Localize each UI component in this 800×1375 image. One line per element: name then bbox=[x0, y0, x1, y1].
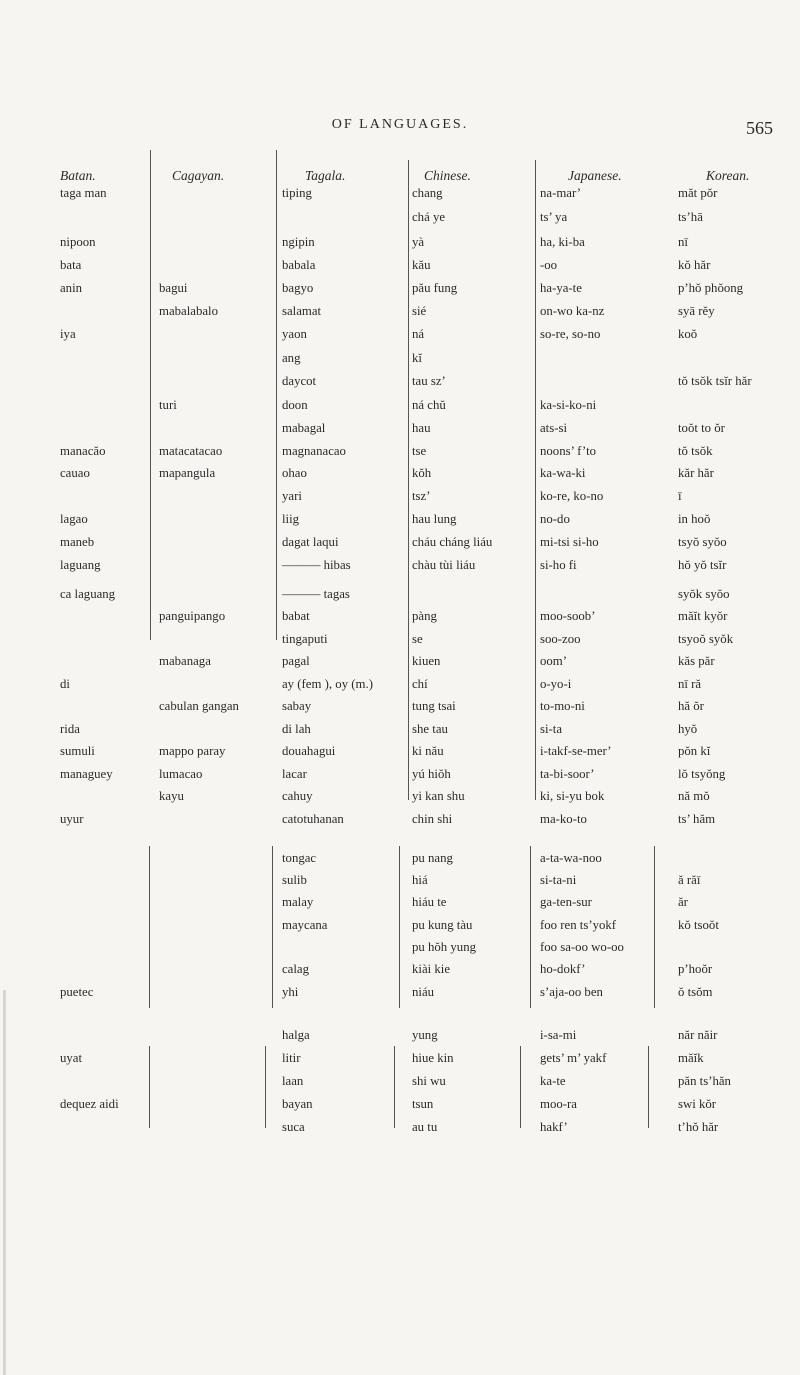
column-rule bbox=[150, 150, 151, 640]
table-cell: tiping bbox=[282, 186, 312, 200]
page-binding-edge bbox=[3, 990, 6, 1375]
table-cell: babat bbox=[282, 609, 310, 623]
table-cell: foo sa-oo wo-oo bbox=[540, 940, 624, 954]
table-cell: tongac bbox=[282, 851, 317, 865]
table-cell: ts’ ya bbox=[540, 210, 568, 224]
table-cell: catotuhanan bbox=[282, 812, 344, 826]
table-cell: p’hoŏr bbox=[678, 962, 713, 976]
table-cell: ha-ya-te bbox=[540, 281, 582, 295]
table-cell: ——— hibas bbox=[282, 558, 351, 572]
table-cell: ho-dokf’ bbox=[540, 962, 586, 976]
table-cell: chàu tùi liáu bbox=[412, 558, 476, 572]
table-cell: pu kung tàu bbox=[412, 918, 473, 932]
table-cell: liig bbox=[282, 512, 300, 526]
table-cell: anin bbox=[60, 281, 83, 295]
table-cell: ha, ki-ba bbox=[540, 235, 585, 249]
table-cell: kăr hăr bbox=[678, 466, 714, 480]
table-cell: douahagui bbox=[282, 744, 336, 758]
table-cell: ná chŭ bbox=[412, 398, 446, 412]
table-cell: yà bbox=[412, 235, 425, 249]
table-cell: salamat bbox=[282, 304, 322, 318]
column-header-cagayan: Cagayan. bbox=[172, 168, 225, 183]
table-cell: au tu bbox=[412, 1120, 438, 1134]
column-rule bbox=[399, 846, 400, 1008]
table-cell: s’aja-oo ben bbox=[540, 985, 603, 999]
table-cell: ang bbox=[282, 351, 301, 365]
table-cell: manacăo bbox=[60, 444, 106, 458]
column-rule bbox=[276, 150, 277, 640]
table-cell: doon bbox=[282, 398, 308, 412]
table-cell: a-ta-wa-noo bbox=[540, 851, 602, 865]
table-cell: măt pŏr bbox=[678, 186, 718, 200]
table-cell: nipoon bbox=[60, 235, 96, 249]
table-cell: ats-si bbox=[540, 421, 568, 435]
table-cell: lŏ tsyŏng bbox=[678, 767, 726, 781]
column-rule bbox=[149, 846, 150, 1008]
table-cell: yú hiŏh bbox=[412, 767, 451, 781]
table-cell: dequez aidi bbox=[60, 1097, 119, 1111]
table-cell: ná bbox=[412, 327, 425, 341]
table-cell: ŏ tsŏm bbox=[678, 985, 713, 999]
table-cell: cauao bbox=[60, 466, 90, 480]
table-cell: pagal bbox=[282, 654, 310, 668]
table-cell: turi bbox=[159, 398, 177, 412]
table-cell: gets’ m’ yakf bbox=[540, 1051, 607, 1065]
table-cell: taga man bbox=[60, 186, 107, 200]
table-cell: hă ŏr bbox=[678, 699, 704, 713]
table-cell: ay (fem ), oy (m.) bbox=[282, 677, 373, 691]
table-cell: ts’hā bbox=[678, 210, 703, 224]
table-cell: ka-si-ko-ni bbox=[540, 398, 597, 412]
table-cell: soo-zoo bbox=[540, 632, 581, 646]
column-rule bbox=[648, 1046, 649, 1128]
table-cell: nī bbox=[678, 235, 688, 249]
table-cell: shi wu bbox=[412, 1074, 446, 1088]
table-cell: tsyoŏ syŏk bbox=[678, 632, 734, 646]
table-cell: panguipango bbox=[159, 609, 226, 623]
column-header-korean: Korean. bbox=[706, 168, 750, 183]
table-cell: di lah bbox=[282, 722, 311, 736]
table-cell: matacatacao bbox=[159, 444, 223, 458]
table-cell: -oo bbox=[540, 258, 558, 272]
column-rule bbox=[408, 160, 409, 800]
table-cell: tau sz’ bbox=[412, 374, 446, 388]
column-header-chinese: Chinese. bbox=[424, 168, 471, 183]
running-title: OF LANGUAGES. bbox=[331, 117, 469, 132]
column-rule bbox=[394, 1046, 395, 1128]
table-cell: hiue kin bbox=[412, 1051, 454, 1065]
table-cell: yhi bbox=[282, 985, 299, 999]
table-cell: koŏ bbox=[678, 327, 698, 341]
table-cell: foo ren ts’yokf bbox=[540, 918, 617, 932]
table-cell: chí bbox=[412, 677, 428, 691]
table-cell: kayu bbox=[159, 789, 184, 803]
table-cell: no-do bbox=[540, 512, 570, 526]
table-cell: rida bbox=[60, 722, 80, 736]
table-cell: calag bbox=[282, 962, 309, 976]
table-cell: moo-ra bbox=[540, 1097, 577, 1111]
table-cell: tŏ tsŏk bbox=[678, 444, 713, 458]
table-cell: i-takf-se-mer’ bbox=[540, 744, 612, 758]
table-cell: laan bbox=[282, 1074, 304, 1088]
table-cell: puetec bbox=[60, 985, 94, 999]
table-cell: bagui bbox=[159, 281, 188, 295]
table-cell: tingaputi bbox=[282, 632, 328, 646]
table-cell: ki nău bbox=[412, 744, 444, 758]
table-cell: ī bbox=[678, 489, 682, 503]
table-cell: magnanacao bbox=[282, 444, 346, 458]
table-cell: o-yo-i bbox=[540, 677, 572, 691]
column-header-batan: Batan. bbox=[60, 168, 96, 183]
table-cell: mabagal bbox=[282, 421, 326, 435]
table-cell: niáu bbox=[412, 985, 435, 999]
table-cell: tsz’ bbox=[412, 489, 431, 503]
table-cell: ki, si-yu bok bbox=[540, 789, 605, 803]
table-cell: toŏt to ŏr bbox=[678, 421, 725, 435]
table-cell: swi kŏr bbox=[678, 1097, 717, 1111]
table-cell: tsun bbox=[412, 1097, 434, 1111]
table-cell: syŏk syŏo bbox=[678, 587, 730, 601]
table-cell: chá ye bbox=[412, 210, 446, 224]
column-rule bbox=[654, 846, 655, 1008]
table-cell: so-re, so-no bbox=[540, 327, 601, 341]
column-header-tagala: Tagala. bbox=[305, 168, 346, 183]
table-cell: ko-re, ko-no bbox=[540, 489, 604, 503]
table-cell: yi kan shu bbox=[412, 789, 465, 803]
table-cell: nī ră bbox=[678, 677, 702, 691]
column-rule bbox=[520, 1046, 521, 1128]
table-cell: hŏ yŏ tsĭr bbox=[678, 558, 727, 572]
table-cell: ohao bbox=[282, 466, 307, 480]
table-cell: kiuen bbox=[412, 654, 441, 668]
table-cell: in hoŏ bbox=[678, 512, 711, 526]
table-cell: sumuli bbox=[60, 744, 95, 758]
table-cell: bagyo bbox=[282, 281, 314, 295]
table-cell: chin shi bbox=[412, 812, 453, 826]
table-cell: mabanaga bbox=[159, 654, 211, 668]
table-cell: năr năir bbox=[678, 1028, 718, 1042]
table-cell: tung tsai bbox=[412, 699, 456, 713]
table-cell: maneb bbox=[60, 535, 95, 549]
table-cell: ts’ hăm bbox=[678, 812, 716, 826]
table-cell: tŏ tsŏk tsĭr hăr bbox=[678, 374, 752, 388]
table-cell: dagat laqui bbox=[282, 535, 339, 549]
table-cell: hau lung bbox=[412, 512, 457, 526]
table-cell: cabulan gangan bbox=[159, 699, 239, 713]
table-cell: bata bbox=[60, 258, 82, 272]
table-cell: mi-tsi si-ho bbox=[540, 535, 599, 549]
table-cell: managuey bbox=[60, 767, 113, 781]
column-rule bbox=[149, 1046, 150, 1128]
table-cell: cahuy bbox=[282, 789, 313, 803]
table-cell: uyat bbox=[60, 1051, 83, 1065]
table-cell: mappo paray bbox=[159, 744, 226, 758]
table-cell: i-sa-mi bbox=[540, 1028, 577, 1042]
table-cell: ga-ten-sur bbox=[540, 895, 592, 909]
table-cell: mabalabalo bbox=[159, 304, 218, 318]
table-cell: ta-bi-soor’ bbox=[540, 767, 595, 781]
table-cell: kŏ tsoŏt bbox=[678, 918, 719, 932]
table-cell: yung bbox=[412, 1028, 438, 1042]
column-rule bbox=[530, 846, 531, 1008]
column-header-japanese: Japanese. bbox=[568, 168, 622, 183]
table-cell: t’hŏ hăr bbox=[678, 1120, 719, 1134]
table-cell: ka-te bbox=[540, 1074, 566, 1088]
table-cell: nă mŏ bbox=[678, 789, 710, 803]
table-cell: tse bbox=[412, 444, 427, 458]
table-cell: she tau bbox=[412, 722, 448, 736]
table-cell: si-ta-ni bbox=[540, 873, 577, 887]
table-cell: ka-wa-ki bbox=[540, 466, 586, 480]
table-cell: pu nang bbox=[412, 851, 453, 865]
table-cell: halga bbox=[282, 1028, 310, 1042]
table-cell: maycana bbox=[282, 918, 328, 932]
table-cell: kĭ bbox=[412, 351, 422, 365]
table-cell: ăr bbox=[678, 895, 688, 909]
table-cell: si-ta bbox=[540, 722, 563, 736]
table-cell: kŏ hăr bbox=[678, 258, 711, 272]
table-cell: litir bbox=[282, 1051, 301, 1065]
column-rule bbox=[272, 846, 273, 1008]
table-cell: măĭk bbox=[678, 1051, 704, 1065]
column-rule bbox=[265, 1046, 266, 1128]
table-cell: yaon bbox=[282, 327, 307, 341]
table-cell: to-mo-ni bbox=[540, 699, 585, 713]
table-cell: tsyŏ syŏo bbox=[678, 535, 727, 549]
column-rule bbox=[535, 160, 536, 800]
table-cell: chang bbox=[412, 186, 443, 200]
table-cell: sabay bbox=[282, 699, 312, 713]
table-cell: syā rĕy bbox=[678, 304, 715, 318]
table-cell: noons’ f’to bbox=[540, 444, 597, 458]
table-cell: pu hŏh yung bbox=[412, 940, 476, 954]
table-cell: bayan bbox=[282, 1097, 313, 1111]
table-cell: hakf’ bbox=[540, 1120, 568, 1134]
table-cell: pŏn kĭ bbox=[678, 744, 711, 758]
table-cell: ă răī bbox=[678, 873, 701, 887]
table-cell: kăs păr bbox=[678, 654, 715, 668]
table-cell: p’hŏ phŏong bbox=[678, 281, 744, 295]
page-number: 565 bbox=[746, 118, 773, 138]
table-cell: oom’ bbox=[540, 654, 568, 668]
table-cell: kău bbox=[412, 258, 431, 272]
table-cell: pău fung bbox=[412, 281, 458, 295]
table-cell: malay bbox=[282, 895, 314, 909]
table-cell: moo-soob’ bbox=[540, 609, 596, 623]
table-cell: iya bbox=[60, 327, 76, 341]
table-cell: păn ts’hăn bbox=[678, 1074, 731, 1088]
table-cell: uyur bbox=[60, 812, 84, 826]
table-cell: suca bbox=[282, 1120, 305, 1134]
table-cell: babala bbox=[282, 258, 316, 272]
table-cell: măĭt kyŏr bbox=[678, 609, 728, 623]
table-cell: lagao bbox=[60, 512, 88, 526]
table-cell: lumacao bbox=[159, 767, 203, 781]
table-cell: hiáu te bbox=[412, 895, 447, 909]
table-cell: daycot bbox=[282, 374, 317, 388]
table-cell: ngipin bbox=[282, 235, 315, 249]
table-cell: sulib bbox=[282, 873, 307, 887]
table-cell: on-wo ka-nz bbox=[540, 304, 605, 318]
table-cell: hyŏ bbox=[678, 722, 698, 736]
table-cell: hiá bbox=[412, 873, 428, 887]
table-cell: kŏh bbox=[412, 466, 432, 480]
table-cell: laguang bbox=[60, 558, 101, 572]
table-cell: mapangula bbox=[159, 466, 216, 480]
table-cell: na-mar’ bbox=[540, 186, 581, 200]
table-cell: ca laguang bbox=[60, 587, 116, 601]
table-cell: yari bbox=[282, 489, 302, 503]
table-cell: si-ho fi bbox=[540, 558, 577, 572]
table-cell: sié bbox=[412, 304, 427, 318]
table-cell: cháu cháng liáu bbox=[412, 535, 493, 549]
table-cell: kiài kie bbox=[412, 962, 451, 976]
table-cell: se bbox=[412, 632, 423, 646]
table-cell: lacar bbox=[282, 767, 307, 781]
table-cell: hau bbox=[412, 421, 431, 435]
table-cell: pàng bbox=[412, 609, 437, 623]
table-cell: ma-ko-to bbox=[540, 812, 587, 826]
table-cell: di bbox=[60, 677, 70, 691]
table-cell: ——— tagas bbox=[282, 587, 350, 601]
